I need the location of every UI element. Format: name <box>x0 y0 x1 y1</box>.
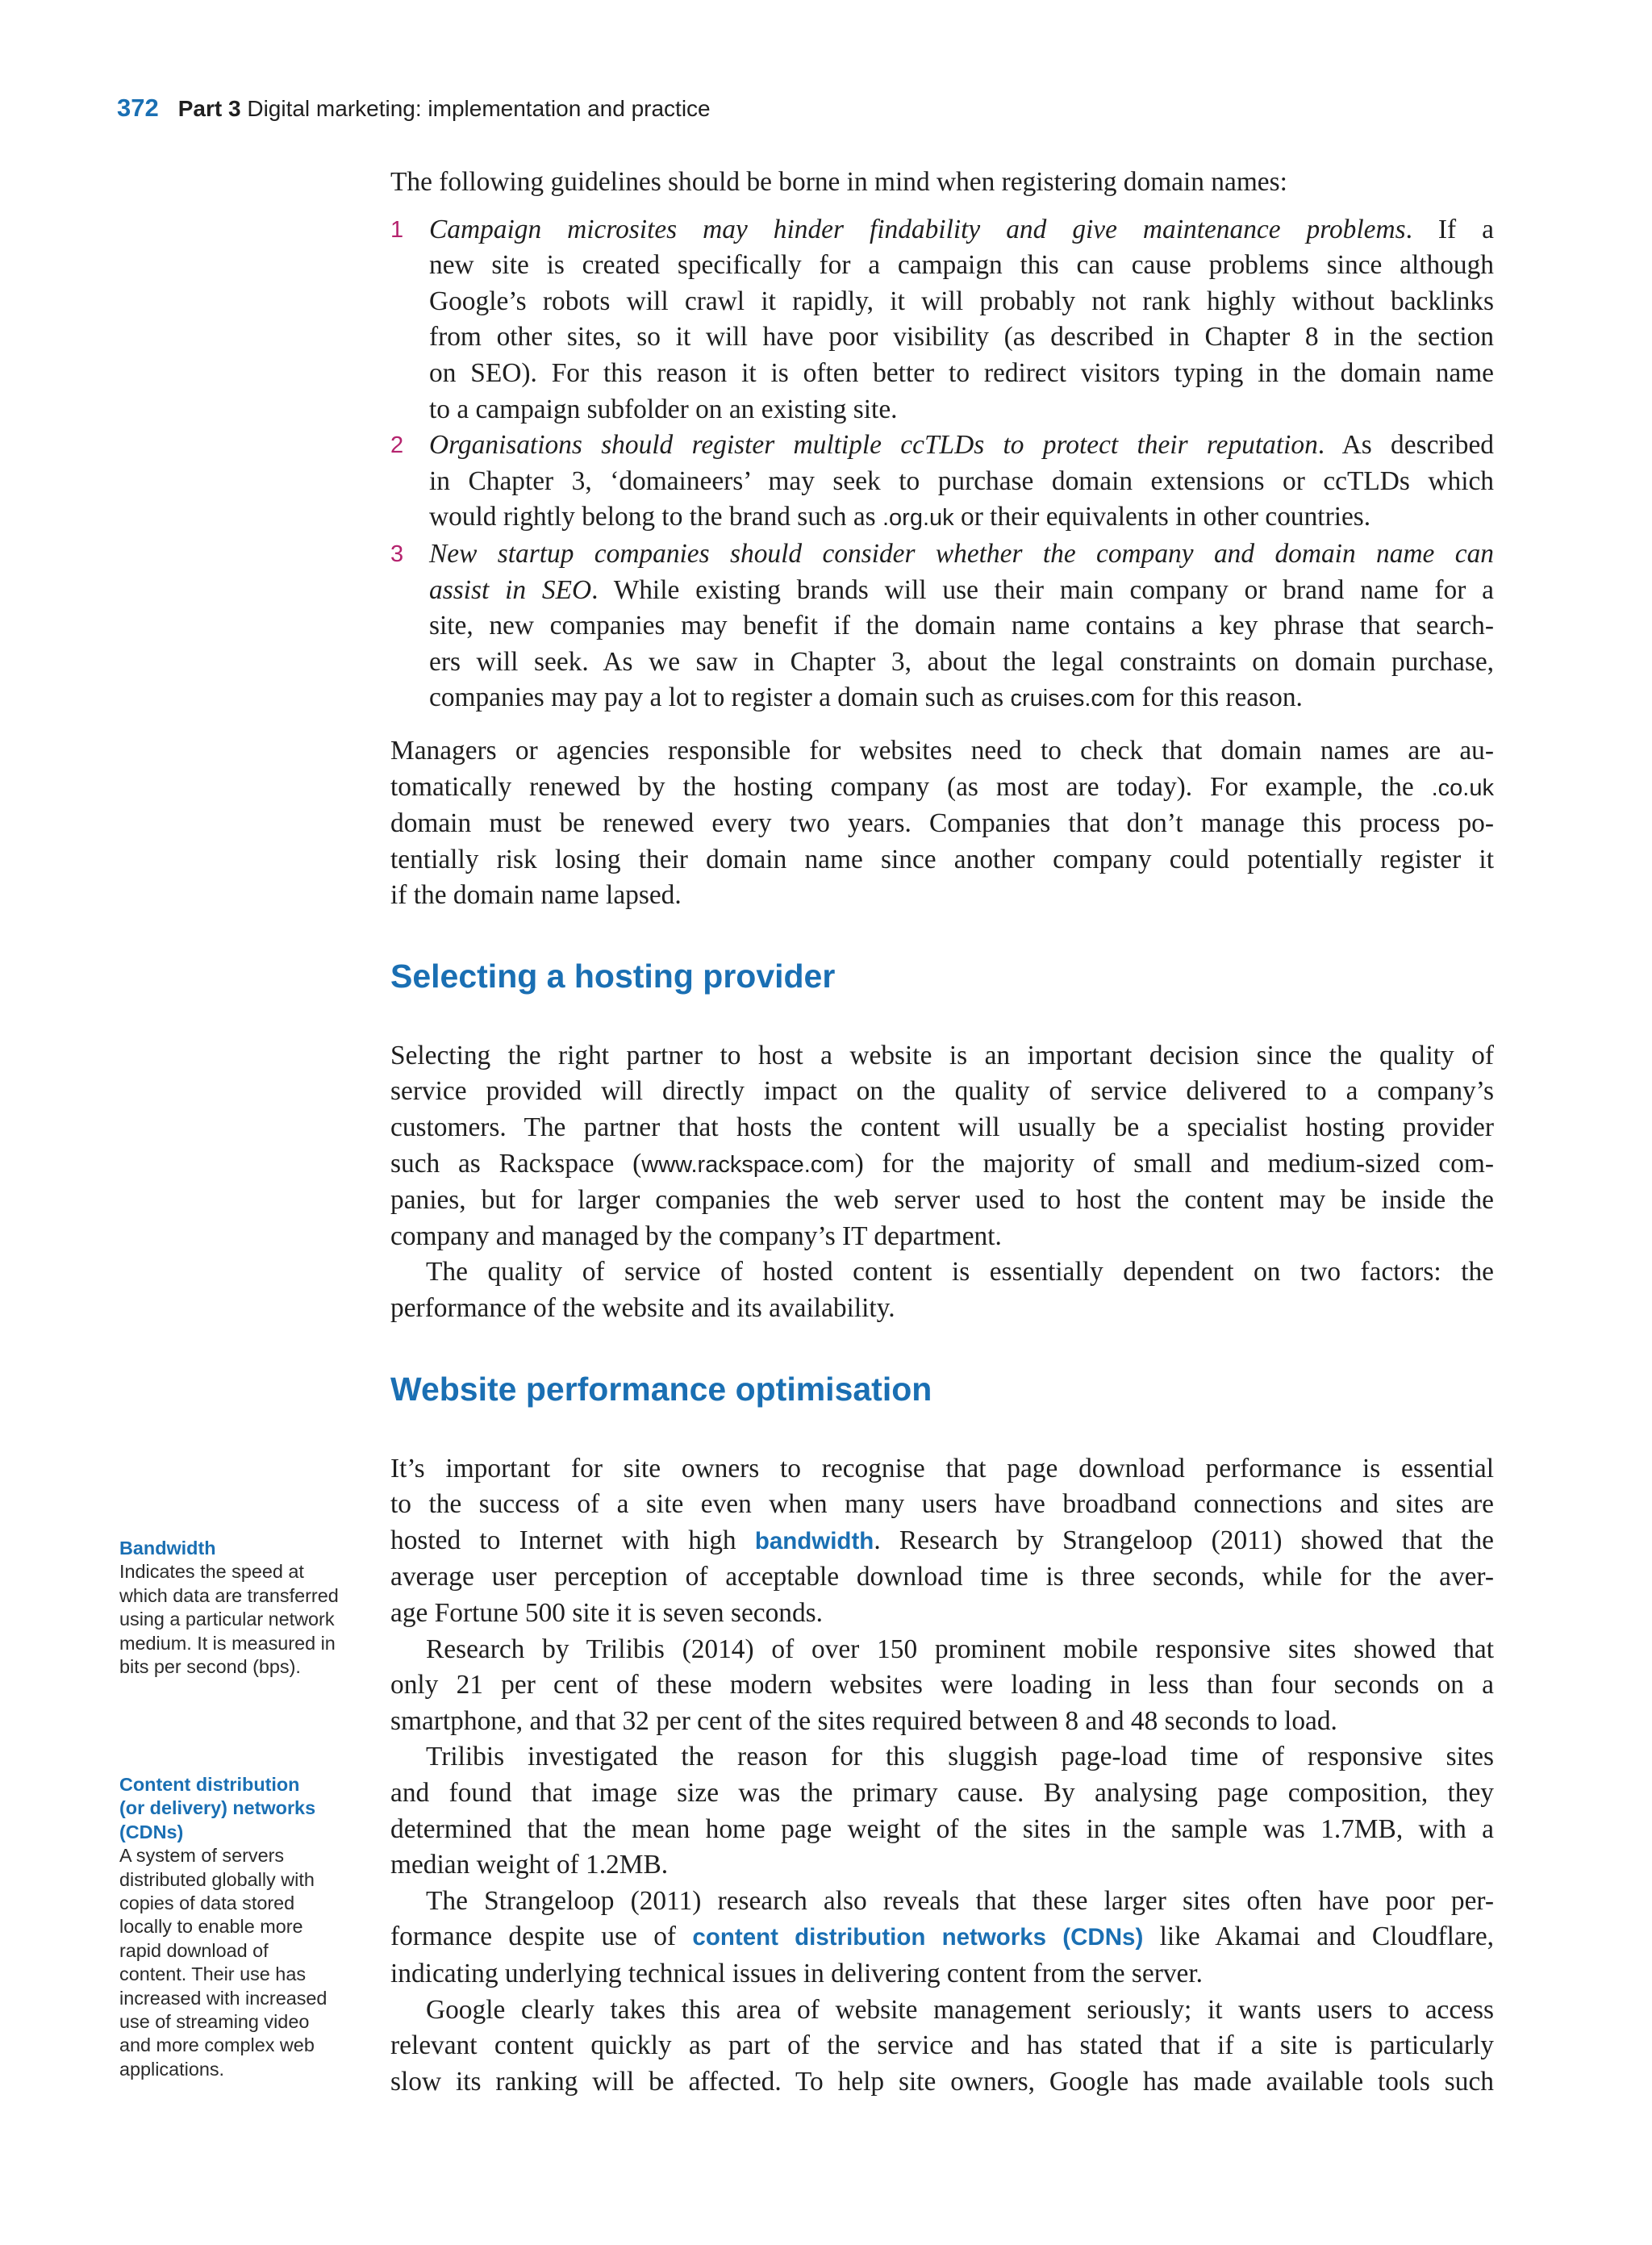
list-item <box>390 428 1494 536</box>
text-line: age Fortune 500 site it is seven seconds. <box>390 1598 824 1628</box>
text-line: tentially risk losing their domain name since another company could potentially register it <box>390 844 1494 874</box>
managers-paragraph <box>390 733 1494 914</box>
performance-paragraph-3 <box>390 1739 1494 1883</box>
text-line: slow its ranking will be affected. To help site owners, Google has made available tools such <box>390 2066 1494 2097</box>
text-line: Research by Trilibis (2014) of over 150 prominent mobile responsive sites showed that <box>426 1634 1494 1664</box>
margin-note-line: use of streaming video <box>119 2011 310 2033</box>
text-line: tomatically renewed by the hosting company (as most are today). For example, the <box>390 771 1432 802</box>
margin-note-title: (or delivery) networks <box>119 1797 316 1819</box>
text-line: only 21 per cent of these modern websites were loading in less than four seconds on a <box>390 1670 1494 1700</box>
text-line: site, new companies may benefit if the domain name contains a key phrase that search- <box>429 611 1494 641</box>
text-line: The quality of service of hosted content is essentially dependent on two factors: the <box>426 1257 1494 1287</box>
url-text: www.rackspace.com <box>641 1151 855 1178</box>
margin-note-line: A system of servers <box>119 1845 285 1867</box>
text-line: to the success of a site even when many users have broadband connections and sites are <box>390 1489 1494 1520</box>
text-line: . If a <box>1405 214 1494 244</box>
text-line: hosted to Internet with high <box>390 1525 755 1555</box>
text-line: . While existing brands will use their main company or brand name for a <box>591 574 1494 605</box>
guidelines-list <box>390 212 1494 717</box>
text-line: for this reason. <box>1135 682 1303 713</box>
text-line: formance despite use of <box>390 1922 693 1952</box>
margin-note-line: increased with increased <box>119 1987 327 2009</box>
performance-paragraph-2 <box>390 1632 1494 1740</box>
guideline-title: Campaign microsites may hinder findability and give maintenance problems <box>429 214 1406 244</box>
text-line: ) for the majority of small and medium-sized com- <box>854 1148 1494 1179</box>
guideline-title: Organisations should register multiple ccTLDs to protect their reputation <box>429 430 1318 461</box>
text-line: company and managed by the company’s IT department. <box>390 1221 1002 1251</box>
running-head <box>117 94 711 123</box>
text-line: and found that image size was the primary cause. By analysing page composition, they <box>390 1777 1494 1808</box>
main-column <box>390 165 1494 2100</box>
text-line: ers will seek. As we saw in Chapter 3, about the legal constraints on domain purchase, <box>429 646 1494 677</box>
performance-paragraph-5 <box>390 1993 1494 2101</box>
margin-note-line: Indicates the speed at <box>119 1561 304 1583</box>
text-line: companies may pay a lot to register a domain such as <box>429 682 1011 713</box>
text-line: or their equivalents in other countries. <box>953 502 1371 532</box>
margin-note-line: content. Their use has <box>119 1963 307 1985</box>
guideline-title: New startup companies should consider whether the company and domain name can <box>429 538 1494 569</box>
margin-note-line: locally to enable more <box>119 1916 303 1938</box>
text-line: from other sites, so it will have poor visibility (as described in Chapter 8 in the section <box>429 322 1494 353</box>
text-line: new site is created specifically for a campaign this can cause problems since although <box>429 250 1494 281</box>
margin-note-title: (CDNs) <box>119 1821 184 1842</box>
keyword-cdn: content distribution networks (CDNs) <box>692 1924 1144 1951</box>
text-line: such as Rackspace ( <box>390 1148 642 1179</box>
text-line: It’s important for site owners to recognise that page download performance is essential <box>390 1453 1494 1483</box>
performance-paragraph-4 <box>390 1884 1494 1993</box>
domain-name: .org.uk <box>882 505 954 532</box>
margin-note-line: which data are transferred <box>119 1584 339 1606</box>
text-line: . As described <box>1317 430 1494 461</box>
text-line: relevant content quickly as part of the service and has stated that if a site is particularly <box>390 2030 1494 2061</box>
text-line: determined that the mean home page weight of the sites in the sample was 1.7MB, with a <box>390 1813 1494 1844</box>
margin-note-line: bits per second (bps). <box>119 1656 301 1678</box>
hosting-paragraph-1 <box>390 1038 1494 1255</box>
margin-note-line: and more complex web <box>119 2034 315 2056</box>
part-title: Digital marketing: implementation and practice <box>247 96 711 121</box>
text-line: panies, but for larger companies the web server used to host the content may be inside the <box>390 1185 1494 1216</box>
domain-name: .co.uk <box>1431 774 1494 801</box>
text-line: average user perception of acceptable download time is three seconds, while for the aver- <box>390 1562 1494 1592</box>
section-heading-performance: Website performance optimisation <box>390 1370 932 1408</box>
keyword-bandwidth: bandwidth <box>754 1527 874 1554</box>
text-line: smartphone, and that 32 per cent of the sites required between 8 and 48 seconds to load. <box>390 1705 1337 1736</box>
text-line: The Strangeloop (2011) research also reveals that these larger sites often have poor per- <box>426 1885 1494 1916</box>
performance-paragraph-1 <box>390 1451 1494 1632</box>
text-line: Selecting the right partner to host a website is an important decision since the quality of <box>390 1040 1494 1070</box>
list-number: 1 <box>390 216 404 243</box>
margin-note-cdn <box>119 1773 353 2081</box>
text-line: would rightly belong to the brand such as <box>429 502 882 532</box>
margin-note-line: rapid download of <box>119 1939 269 1961</box>
text-line: Google clearly takes this area of website management seriously; it wants users to access <box>426 1994 1494 2025</box>
hosting-paragraph-2 <box>390 1254 1494 1326</box>
list-item <box>390 212 1494 428</box>
margin-note-line: medium. It is measured in <box>119 1632 336 1654</box>
text-line: customers. The partner that hosts the content will usually be a specialist hosting provider <box>390 1112 1494 1143</box>
text-line: like Akamai and Cloudflare, <box>1143 1922 1495 1952</box>
margin-note-line: using a particular network <box>119 1609 335 1630</box>
list-number: 2 <box>390 432 404 459</box>
text-line: median weight of 1.2MB. <box>390 1850 669 1880</box>
margin-note-line: copies of data stored <box>119 1892 295 1914</box>
text-line: performance of the website and its availability. <box>390 1293 895 1324</box>
text-line: domain must be renewed every two years. Companies that don’t manage this process po- <box>390 808 1494 839</box>
margin-note-title: Bandwidth <box>119 1538 216 1559</box>
text-line: Managers or agencies responsible for websites need to check that domain names are au- <box>390 735 1494 766</box>
list-item <box>390 536 1494 717</box>
section-heading-hosting: Selecting a hosting provider <box>390 957 836 995</box>
margin-note-bandwidth <box>119 1537 353 1679</box>
list-number: 3 <box>390 540 404 567</box>
page-number: 372 <box>117 94 159 122</box>
domain-name: cruises.com <box>1010 686 1136 712</box>
text-line: Google’s robots will crawl it rapidly, it will probably not rank highly without backlinks <box>429 286 1494 316</box>
text-line: on SEO). For this reason it is often better to redirect visitors typing in the domain name <box>429 357 1494 388</box>
text-line: if the domain name lapsed. <box>390 880 682 911</box>
text-line: Trilibis investigated the reason for this sluggish page-load time of responsive sites <box>426 1742 1494 1772</box>
margin-note-line: applications. <box>119 2058 225 2080</box>
guideline-title: assist in SEO <box>429 574 592 605</box>
text-line: in Chapter 3, ‘domaineers’ may seek to purchase domain extensions or ccTLDs which <box>429 465 1494 496</box>
text-line: indicating underlying technical issues in delivering content from the server. <box>390 1958 1204 1988</box>
intro-paragraph: The following guidelines should be borne in mind when registering domain names: <box>390 167 1287 197</box>
part-label: Part 3 <box>177 96 241 121</box>
text-line: to a campaign subfolder on an existing site. <box>429 394 898 424</box>
text-line: service provided will directly impact on the quality of service delivered to a company’s <box>390 1076 1494 1107</box>
text-line: . Research by Strangeloop (2011) showed that the <box>874 1525 1494 1555</box>
margin-note-title: Content distribution <box>119 1774 300 1795</box>
margin-note-line: distributed globally with <box>119 1868 315 1890</box>
